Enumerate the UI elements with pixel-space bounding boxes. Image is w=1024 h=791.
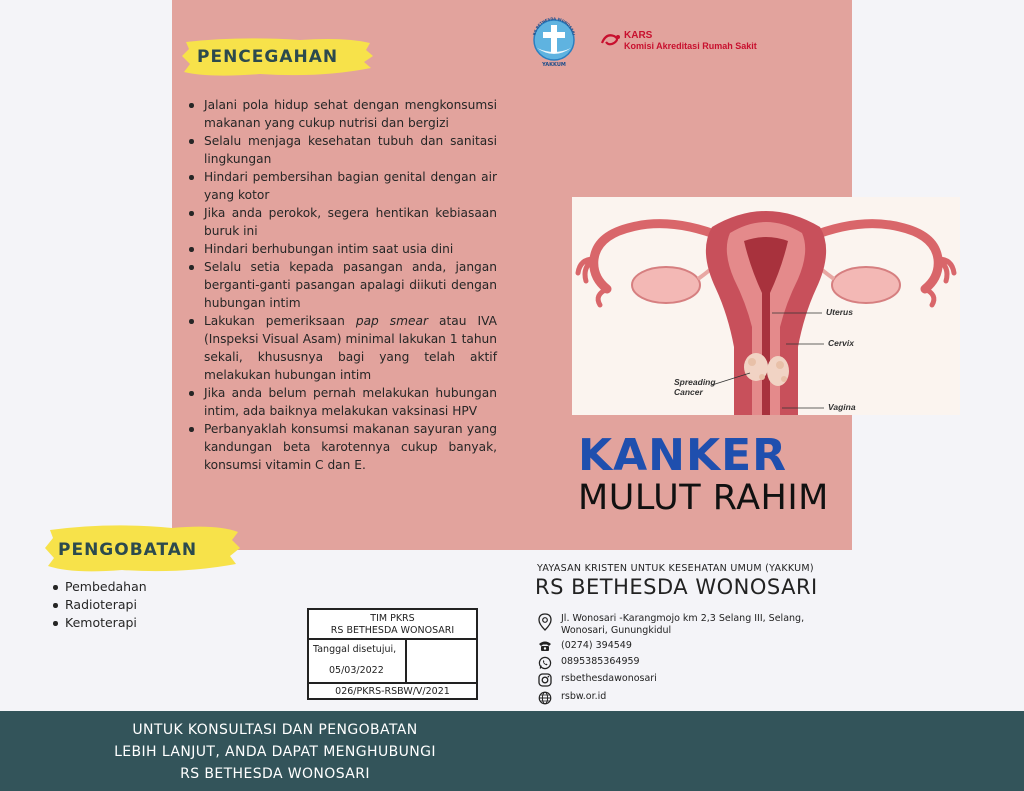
- treatment-heading: [42, 518, 242, 576]
- treatment-item: Radioterapi: [50, 596, 147, 614]
- prevention-item: Jika anda perokok, segera hentikan kebiasaan buruk ini: [186, 204, 497, 240]
- yakkum-logo-bottom-text: YAKKUM: [542, 62, 566, 68]
- prevention-item: Jika anda belum pernah melakukan hubungan intim, ada baiknya melakukan vaksinasi HPV: [186, 384, 497, 420]
- instagram-handle[interactable]: rsbethesdawonosari: [561, 673, 657, 684]
- treatment-list: [50, 578, 147, 632]
- approval-hospital: RS BETHESDA WONOSARI: [330, 625, 455, 636]
- footer-line-3: RS BETHESDA WONOSARI: [180, 766, 370, 782]
- website-url[interactable]: rsbw.or.id: [561, 691, 607, 702]
- title-kanker: KANKER: [578, 430, 788, 481]
- approval-team: TIM PKRS: [370, 613, 415, 624]
- prevention-heading: [180, 34, 375, 82]
- phone-number[interactable]: (0274) 394549: [561, 640, 632, 651]
- hospital-name: RS BETHESDA WONOSARI: [535, 575, 818, 599]
- approval-date-cell: [309, 640, 407, 682]
- treatment-item: Kemoterapi: [50, 614, 147, 632]
- kars-subtitle: Komisi Akreditasi Rumah Sakit: [624, 41, 757, 51]
- approval-date-label: Tanggal disetujui,: [313, 644, 397, 655]
- approval-stamp: [307, 608, 478, 700]
- treatment-item: Pembedahan: [50, 578, 147, 596]
- kars-logo: [600, 30, 760, 52]
- label-uterus: Uterus: [826, 307, 853, 317]
- prevention-item-italic: pap smear: [355, 314, 428, 328]
- prevention-item: [186, 312, 497, 384]
- foundation-name: YAYASAN KRISTEN UNTUK KESEHATAN UMUM (YAKKUM): [537, 563, 814, 574]
- label-spreading-2: Cancer: [674, 387, 703, 397]
- location-pin-icon: [538, 613, 552, 631]
- kars-title: KARS: [624, 30, 653, 41]
- telephone-icon: [538, 640, 552, 652]
- address-line-2: Wonosari, Gunungkidul: [561, 625, 672, 636]
- address-line-1: Jl. Wonosari -Karangmojo km 2,3 Selang III, Selang,: [561, 613, 805, 624]
- prevention-list: [186, 96, 497, 474]
- uterus-illustration: [572, 197, 960, 415]
- approval-header: [309, 610, 476, 640]
- prevention-item: Selalu setia kepada pasangan anda, jangan berganti-ganti pasangan apalagi diikuti dengan hubungan intim: [186, 258, 497, 312]
- label-spreading-1: Spreading: [674, 377, 716, 387]
- title-mulut-rahim: MULUT RAHIM: [578, 478, 829, 518]
- prevention-item-text: Lakukan pemeriksaan: [204, 314, 356, 328]
- whatsapp-icon: [538, 656, 552, 670]
- prevention-item: Hindari berhubungan intim saat usia dini: [186, 240, 497, 258]
- instagram-icon: [538, 673, 552, 687]
- footer-banner: [0, 711, 1024, 791]
- prevention-item: Selalu menjaga kesehatan tubuh dan sanitasi lingkungan: [186, 132, 497, 168]
- prevention-item: Hindari pembersihan bagian genital dengan air yang kotor: [186, 168, 497, 204]
- yakkum-logo-top-text: RS BETHESDA WONOSARI: [532, 16, 576, 36]
- prevention-heading-text: PENCEGAHAN: [197, 47, 339, 67]
- globe-icon: [538, 691, 552, 705]
- approval-date-value: 05/03/2022: [329, 665, 384, 676]
- footer-line-1: UNTUK KONSULTASI DAN PENGOBATAN: [132, 722, 418, 738]
- kars-swirl-icon: [600, 33, 622, 47]
- prevention-item: Perbanyaklah konsumsi makanan sayuran yang kandungan beta karotennya cukup banyak, konsumsi vitamin C dan E.: [186, 420, 497, 474]
- treatment-heading-text: PENGOBATAN: [58, 540, 198, 560]
- label-vagina: Vagina: [828, 402, 856, 412]
- mobile-number[interactable]: 0895385364959: [561, 656, 640, 667]
- prevention-item: Jalani pola hidup sehat dengan mengkonsumsi makanan yang cukup nutrisi dan bergizi: [186, 96, 497, 132]
- label-cervix: Cervix: [828, 338, 854, 348]
- uterus-icon: [572, 197, 960, 415]
- approval-doc-number: 026/PKRS-RSBW/V/2021: [309, 682, 476, 700]
- footer-line-2: LEBIH LANJUT, ANDA DAPAT MENGHUBUNGI: [114, 744, 436, 760]
- prevention-item-text: atau IVA (Inspeksi Visual Asam) minimal lakukan 1 tahun sekali, khususnya bagi yang telah aktif melakukan hubungan intim: [204, 314, 497, 382]
- yakkum-logo: [529, 12, 579, 70]
